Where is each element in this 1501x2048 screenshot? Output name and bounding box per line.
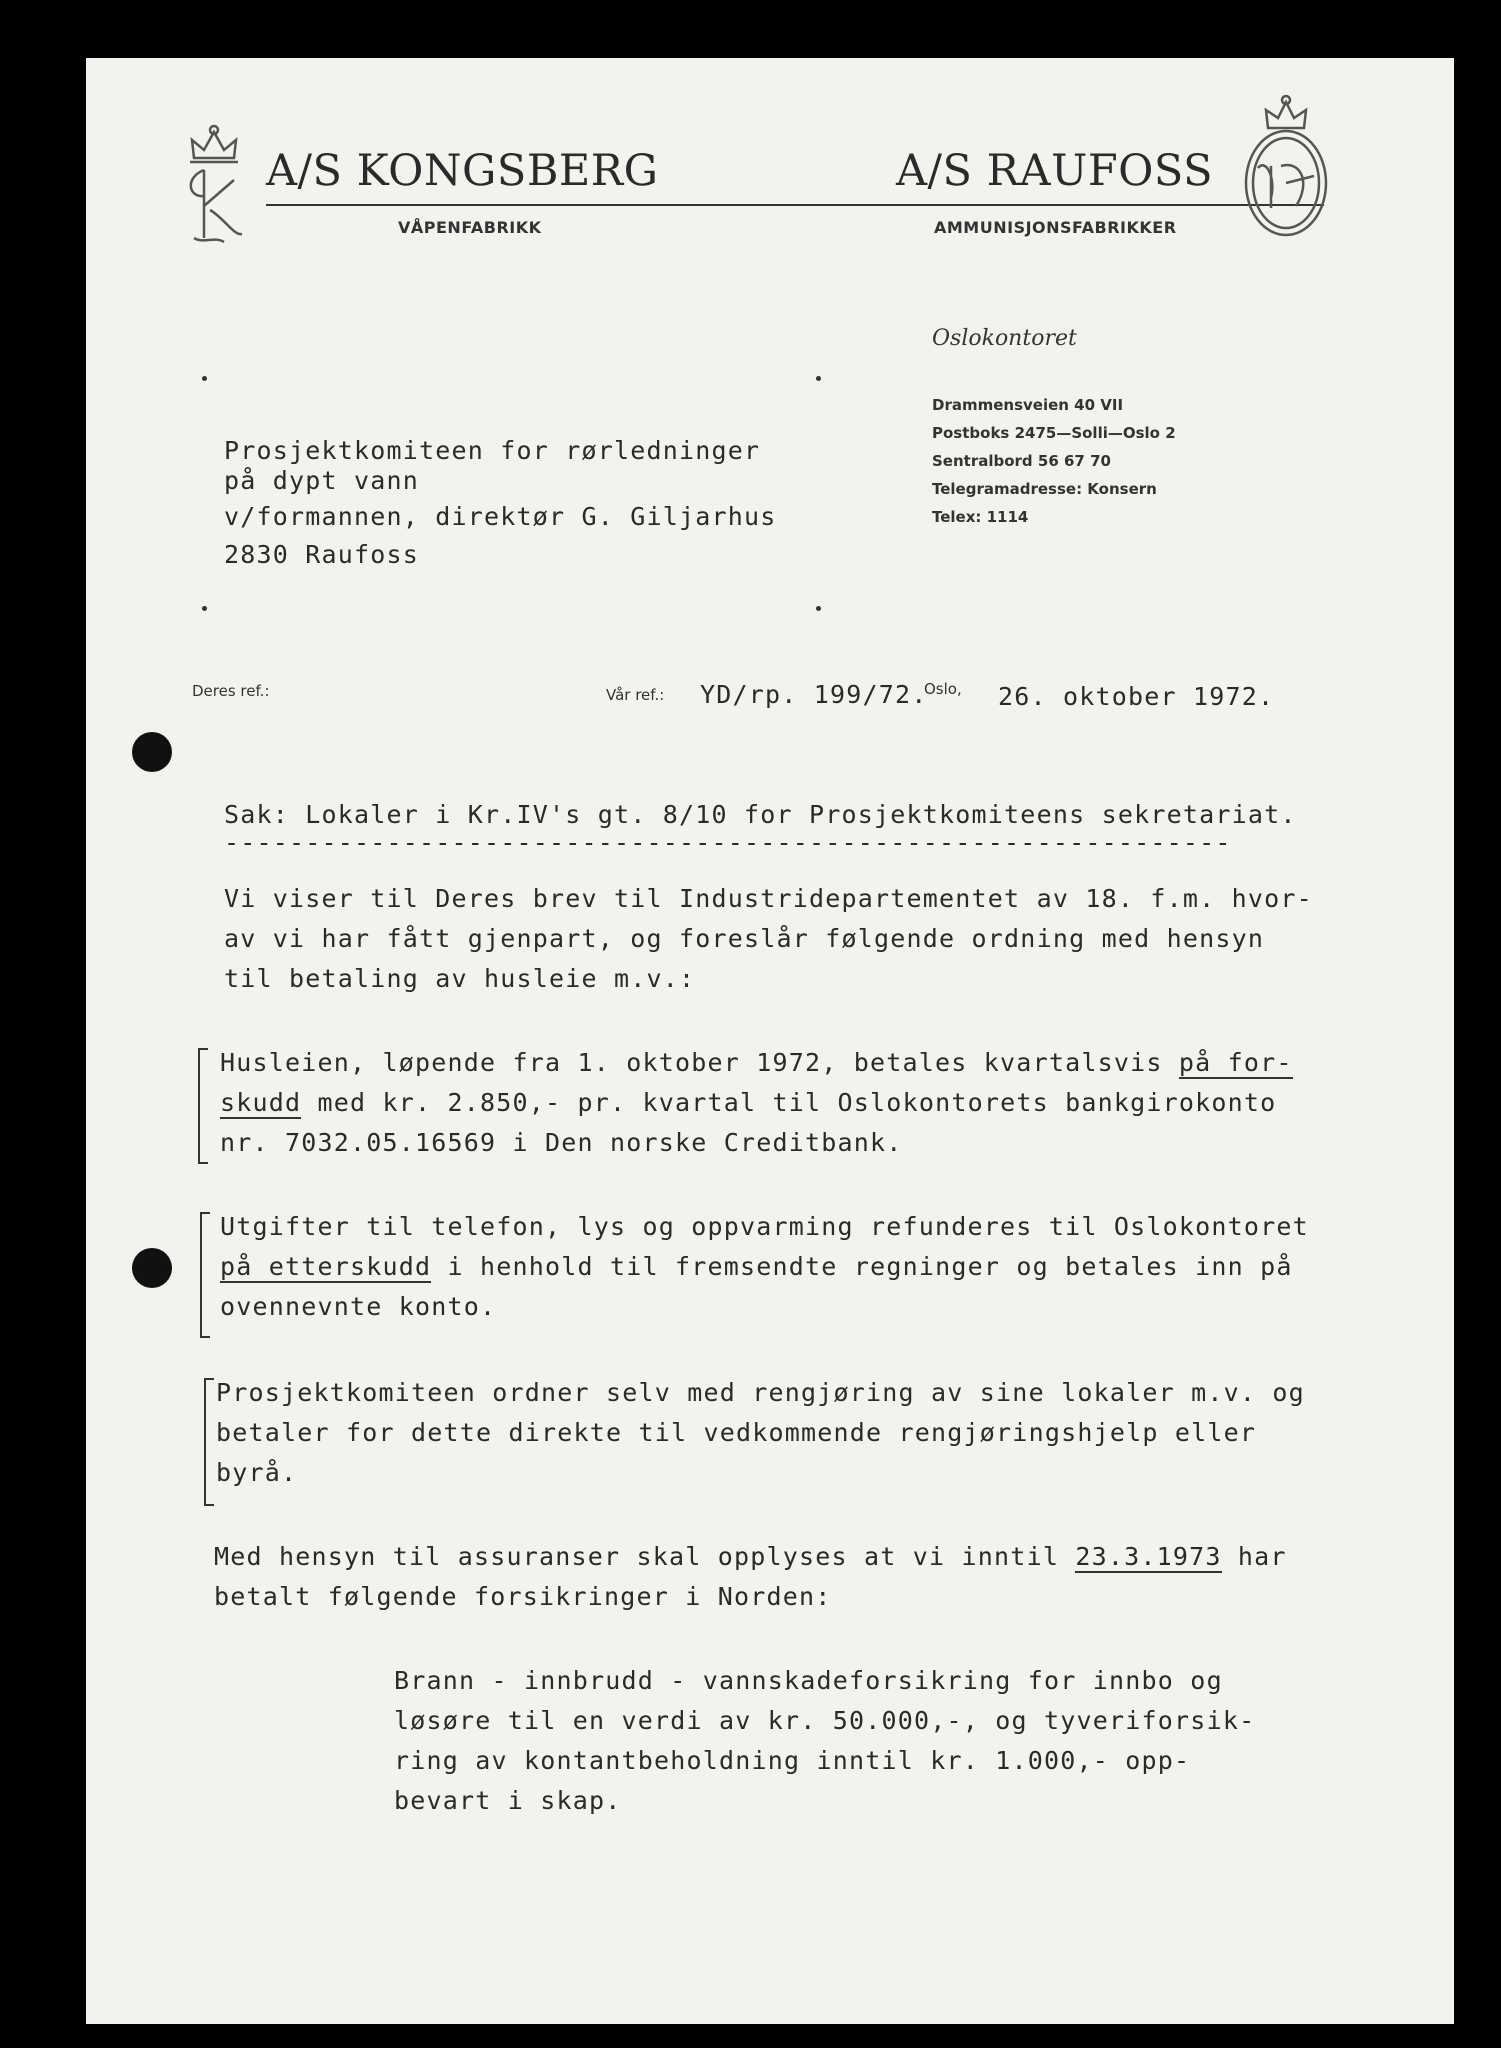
office-phone-line: Sentralbord 56 67 70 <box>932 452 1111 470</box>
paragraph-line: ring av kontantbeholdning inntil kr. 1.000,- opp- <box>394 1746 1191 1775</box>
underlined-phrase: på etterskudd <box>220 1252 432 1281</box>
underlined-date: 23.3.1973 <box>1075 1542 1222 1571</box>
subject-dashes: -------------------------------------------------------------- <box>224 828 1232 857</box>
paragraph-line: Prosjektkomiteen ordner selv med rengjøring av sine lokaler m.v. og <box>216 1378 1305 1407</box>
deres-ref-label: Deres ref.: <box>192 682 270 700</box>
paragraph-line: skudd med kr. 2.850,- pr. kvartal til Oslokontorets bankgirokonto <box>220 1088 1277 1117</box>
recipient-line: 2830 Raufoss <box>224 540 420 569</box>
margin-bracket <box>198 1048 208 1164</box>
paragraph-line: betaler for dette direkte til vedkommende rengjøringshjelp eller <box>216 1418 1257 1447</box>
var-ref-label: Vår ref.: <box>606 686 665 704</box>
paragraph-line: Utgifter til telefon, lys og oppvarming refunderes til Oslokontoret <box>220 1212 1309 1241</box>
right-company-sub: AMMUNISJONSFABRIKKER <box>934 218 1177 237</box>
subject-line: Sak: Lokaler i Kr.IV's gt. 8/10 for Prosjektkomiteens sekretariat. <box>224 800 1297 829</box>
letterhead-rule <box>266 204 1324 206</box>
kongsberg-crown-logo-icon <box>164 118 264 253</box>
paragraph-line: på etterskudd i henhold til fremsendte regninger og betales inn på <box>220 1252 1293 1281</box>
recipient-line: på dypt vann <box>224 466 420 495</box>
letter-date: 26. oktober 1972. <box>998 682 1275 711</box>
paragraph-line: løsøre til en verdi av kr. 50.000,-, og tyveriforsik- <box>394 1706 1256 1735</box>
window-mark <box>816 376 821 381</box>
place-label: Oslo, <box>924 680 962 698</box>
office-title: Oslokontoret <box>932 326 1077 351</box>
paragraph-line: av vi har fått gjenpart, og foreslår følgende ordning med hensyn <box>224 924 1265 953</box>
recipient-line: v/formannen, direktør G. Giljarhus <box>224 502 777 531</box>
window-mark <box>816 606 821 611</box>
paragraph-line: bevart i skap. <box>394 1786 622 1815</box>
window-mark <box>202 606 207 611</box>
punch-hole <box>132 732 172 772</box>
paragraph-line: ovennevnte konto. <box>220 1292 497 1321</box>
office-address-line: Drammensveien 40 VII <box>932 396 1124 414</box>
paragraph-line: Husleien, løpende fra 1. oktober 1972, betales kvartalsvis på for- <box>220 1048 1293 1077</box>
raufoss-emblem-icon <box>1236 88 1336 238</box>
left-company-name: A/S KONGSBERG <box>266 146 659 196</box>
paragraph-line: betalt følgende forsikringer i Norden: <box>214 1582 832 1611</box>
paragraph-line: til betaling av husleie m.v.: <box>224 964 696 993</box>
paragraph-line: Vi viser til Deres brev til Industridepartementet av 18. f.m. hvor- <box>224 884 1313 913</box>
var-ref-value: YD/rp. 199/72. <box>700 680 928 709</box>
window-mark <box>202 376 207 381</box>
punch-hole <box>132 1248 172 1288</box>
paragraph-line: byrå. <box>216 1458 298 1487</box>
paragraph-line: nr. 7032.05.16569 i Den norske Creditbank. <box>220 1128 903 1157</box>
margin-bracket <box>204 1378 214 1506</box>
margin-bracket <box>200 1212 210 1338</box>
underlined-phrase: skudd <box>220 1088 302 1117</box>
office-telex-line: Telex: 1114 <box>932 508 1029 526</box>
recipient-line: Prosjektkomiteen for rørledninger <box>224 436 761 465</box>
office-postbox-line: Postboks 2475—Solli—Oslo 2 <box>932 424 1176 442</box>
paragraph-line: Med hensyn til assuranser skal opplyses at vi inntil 23.3.1973 har <box>214 1542 1287 1571</box>
office-telegram-line: Telegramadresse: Konsern <box>932 480 1157 498</box>
right-company-name: A/S RAUFOSS <box>896 146 1214 196</box>
left-company-sub: VÅPENFABRIKK <box>398 218 542 237</box>
underlined-phrase: på for- <box>1178 1048 1293 1077</box>
paragraph-line: Brann - innbrudd - vannskadeforsikring for innbo og <box>394 1666 1223 1695</box>
letter-page <box>86 58 1454 2024</box>
